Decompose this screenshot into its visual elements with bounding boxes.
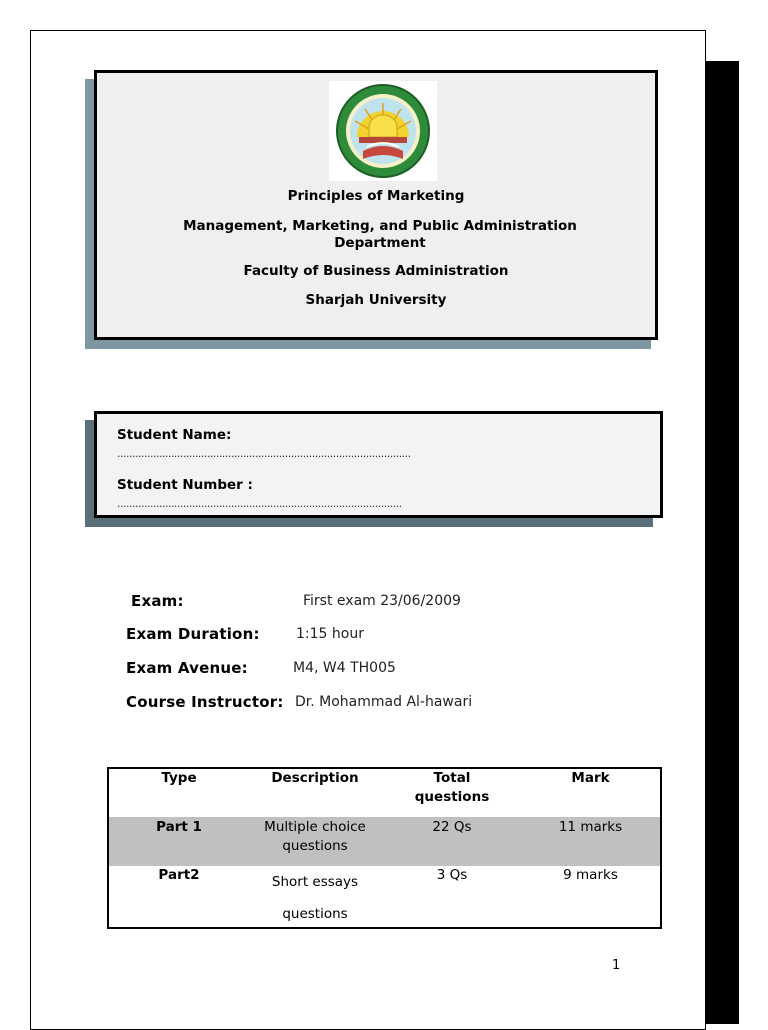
department-name: Management, Marketing, and Public Administration Department <box>183 218 577 251</box>
table-cell: 3 Qs <box>436 867 468 883</box>
table-cell: Short essays questions <box>271 874 359 922</box>
table-row <box>109 817 660 866</box>
table-cell: 11 marks <box>558 819 623 835</box>
student-name-label: Student Name: <box>117 427 232 443</box>
table-cell: Part 1 <box>156 819 202 835</box>
student-name-field[interactable]: .................................................................................................. <box>117 447 411 460</box>
table-header-cell: Total questions <box>414 770 490 805</box>
page-shadow <box>706 61 739 1024</box>
exam-duration-label: Exam Duration: <box>126 625 260 643</box>
student-number-label: Student Number : <box>117 477 253 493</box>
exam-avenue-value: M4, W4 TH005 <box>293 660 396 676</box>
exam-label: Exam: <box>131 592 184 610</box>
exam-value: First exam 23/06/2009 <box>303 593 461 609</box>
course-instructor-label: Course Instructor: <box>126 693 284 711</box>
student-info-box <box>94 411 663 518</box>
header-box <box>94 70 658 340</box>
exam-duration-value: 1:15 hour <box>296 626 364 642</box>
table-cell: 9 marks <box>563 867 618 883</box>
university-logo <box>329 81 437 181</box>
university-name: Sharjah University <box>305 292 447 308</box>
exam-parts-table <box>107 767 662 929</box>
page-number: 1 <box>612 958 621 973</box>
table-header-cell: Mark <box>571 770 610 786</box>
table-header-cell: Type <box>161 770 197 786</box>
course-instructor-value: Dr. Mohammad Al-hawari <box>295 694 473 710</box>
student-number-field[interactable]: ............................................................................................... <box>117 497 402 510</box>
table-cell: 22 Qs <box>432 819 472 835</box>
table-row <box>109 866 660 927</box>
faculty-name: Faculty of Business Administration <box>243 263 509 279</box>
course-title: Principles of Marketing <box>287 188 465 204</box>
table-cell: Part2 <box>158 867 200 883</box>
exam-avenue-label: Exam Avenue: <box>126 659 248 677</box>
table-cell: Multiple choice questions <box>264 819 366 854</box>
table-header-cell: Description <box>271 770 359 786</box>
table-header-row <box>109 769 660 817</box>
